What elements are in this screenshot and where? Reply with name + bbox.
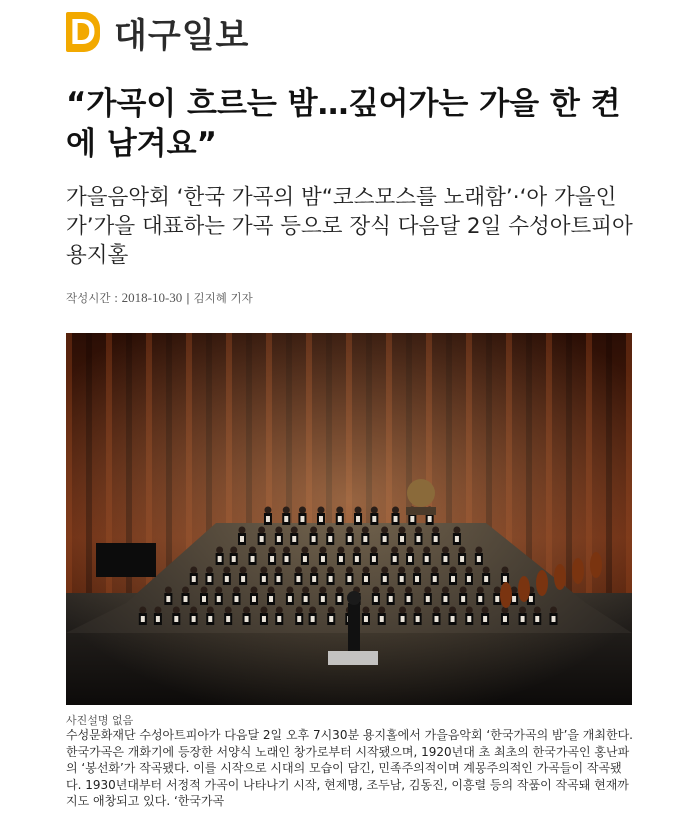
byline-date: 2018-10-30 (121, 290, 183, 305)
article-headline: “가곡이 흐르는 밤…깊어가는 가을 한 켠에 남겨요” (66, 86, 621, 162)
masthead[interactable] (66, 10, 249, 54)
byline-author[interactable]: 김지혜 기자 (193, 291, 253, 305)
article-byline (66, 290, 253, 306)
photo-caption: 사진설명 없음 (66, 714, 134, 727)
byline-separator: | (182, 291, 194, 305)
article-photo (66, 333, 632, 705)
byline-label: 작성시간 : (66, 291, 122, 305)
brand-logo-mark[interactable]: D (66, 12, 100, 52)
article-subhead: 가을음악회 ‘한국 가곡의 밤“코스모스를 노래함’·‘아 가을인가’가을 대표하는 가곡 등으로 장식 다음달 2일 수성아트피아 용지홀 (66, 185, 633, 268)
orchestra-concert-image (66, 333, 632, 705)
article-body: 수성문화재단 수성아트피아가 다음달 2일 오후 7시30분 용지홀에서 가을음악회 ‘한국가곡의 밤’을 개최한다. 한국가곡은 개화기에 등장한 서양식 노래인 창가로부터 시작됐으며, 1920년대 초 최초의 한국가곡인 홍난파의 ‘봉선화’가 작곡됐다. 이를 시작으로 시대의 모습이 담긴, 민족주의적이며 계몽주의적인 가곡들이 작곡됐다. 1930년대부터 서정적 가곡이 나타나기 시작, 현제명, 조두남, 김동진, 이흥렬 등의 작품이 작곡돼 현재까지도 애창되고 있다. ‘한국가곡 (66, 728, 633, 808)
brand-name[interactable]: 대구일보 (114, 15, 250, 56)
